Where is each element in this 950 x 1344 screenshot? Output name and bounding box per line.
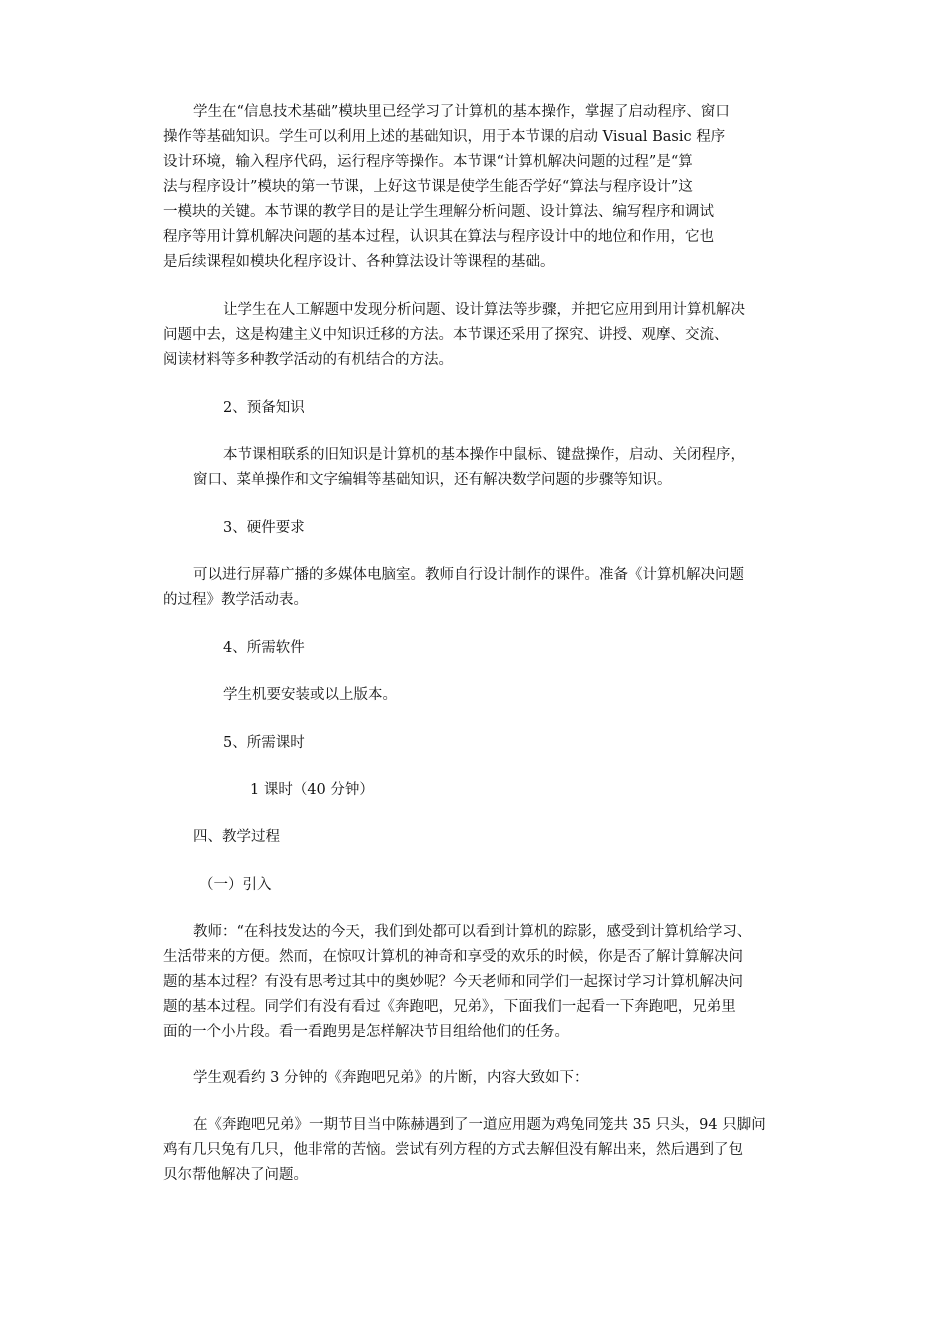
- text-line: 一模块的关键。本节课的教学目的是让学生理解分析问题、设计算法、编写程序和调试: [163, 204, 714, 220]
- software-paragraph: 学生机要安装或以上版本。: [223, 687, 397, 703]
- text-line: 生活带来的方便。然而，在惊叹计算机的神奇和享受的欢乐的时候，你是否了解计算解决问: [163, 949, 743, 965]
- text-line: 法与程序设计”模块的第一节课，上好这节课是使学生能否学好“算法与程序设计”这: [163, 179, 693, 195]
- section-heading-teaching-process: 四、教学过程: [193, 829, 280, 845]
- text-line: 窗口、菜单操作和文字编辑等基础知识，还有解决数学问题的步骤等知识。: [193, 472, 672, 488]
- text-line: 设计环境，输入程序代码，运行程序等操作。本节课“计算机解决问题的过程”是“算: [163, 154, 693, 170]
- text-line: 贝尔帮他解决了问题。: [163, 1167, 308, 1183]
- section-heading-class-hours: 5、所需课时: [223, 735, 305, 751]
- hardware-paragraph: [163, 563, 803, 613]
- method-paragraph: [163, 298, 803, 373]
- text-line: 面的一个小片段。看一看跑男是怎样解决节目组给他们的任务。: [163, 1024, 569, 1040]
- prior-knowledge-paragraph: [163, 443, 803, 493]
- text-line: 学生在“信息技术基础”模块里已经学习了计算机的基本操作，掌握了启动程序、窗口: [193, 104, 730, 120]
- watch-paragraph: 学生观看约 3 分钟的《奔跑吧兄弟》的片断，内容大致如下：: [193, 1070, 589, 1086]
- section-heading-software: 4、所需软件: [223, 640, 305, 656]
- text-line: 问题中去，这是构建主义中知识迁移的方法。本节课还采用了探究、讲授、观摩、交流、: [163, 327, 729, 343]
- section-heading-introduction: （一）引入: [199, 877, 272, 893]
- text-line: 程序等用计算机解决问题的基本过程，认识其在算法与程序设计中的地位和作用，它也: [163, 229, 714, 245]
- class-hours-value: 1 课时（40 分钟）: [250, 782, 374, 798]
- teacher-paragraph: [163, 920, 803, 1045]
- story-paragraph: [163, 1113, 803, 1188]
- section-heading-prior-knowledge: 2、预备知识: [223, 400, 305, 416]
- text-line: 是后续课程如模块化程序设计、各种算法设计等课程的基础。: [163, 254, 555, 270]
- text-line: 操作等基础知识。学生可以利用上述的基础知识，用于本节课的启动 Visual Basic 程序: [163, 129, 726, 145]
- text-line: 在《奔跑吧兄弟》一期节目当中陈赫遇到了一道应用题为鸡兔同笼共 35 只头，94 只脚问: [193, 1117, 766, 1133]
- text-line: 题的基本过程？有没有思考过其中的奥妙呢？今天老师和同学们一起探讨学习计算机解决问: [163, 974, 743, 990]
- text-line: 的过程》教学活动表。: [163, 592, 308, 608]
- text-line: 题的基本过程。同学们有没有看过《奔跑吧，兄弟》，下面我们一起看一下奔跑吧，兄弟里: [163, 999, 736, 1015]
- text-line: 可以进行屏幕广播的多媒体电脑室。教师自行设计制作的课件。准备《计算机解决问题: [193, 567, 744, 583]
- text-line: 本节课相联系的旧知识是计算机的基本操作中鼠标、键盘操作，启动、关闭程序，: [223, 447, 745, 463]
- text-line: 让学生在人工解题中发现分析问题、设计算法等步骤，并把它应用到用计算机解决: [223, 302, 745, 318]
- text-line: 教师：“在科技发达的今天，我们到处都可以看到计算机的踪影，感受到计算机给学习、: [193, 924, 752, 940]
- text-line: 阅读材料等多种教学活动的有机结合的方法。: [163, 352, 453, 368]
- text-line: 鸡有几只兔有几只，他非常的苦恼。尝试有列方程的方式去解但没有解出来，然后遇到了包: [163, 1142, 743, 1158]
- intro-paragraph: [163, 100, 803, 275]
- section-heading-hardware: 3、硬件要求: [223, 520, 305, 536]
